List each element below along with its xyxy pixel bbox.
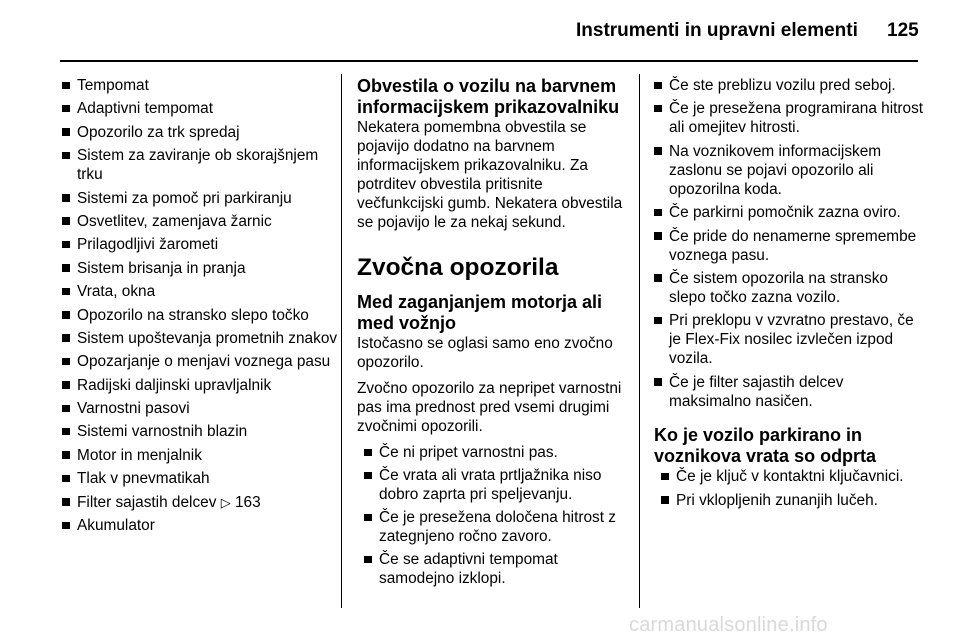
list-item: Adaptivni tempomat — [62, 99, 338, 118]
section-heading: Obvestila o vozilu na barvnem informacijskem prikazovalniku — [357, 76, 620, 117]
list-item: Če je filter sajastih delcev maksimalno nasičen. — [654, 373, 924, 411]
list-item: Vrata, okna — [62, 282, 338, 301]
list-item: Sistemi varnostnih blazin — [62, 422, 338, 441]
column-3 — [654, 76, 924, 514]
paragraph: Istočasno se oglasi samo eno zvočno opozorilo. — [357, 335, 613, 371]
list-item: Če je ključ v kontaktni ključavnici. — [661, 467, 924, 486]
page-reference-icon: ▷ — [220, 494, 231, 510]
header-divider — [60, 60, 918, 62]
list-item: Motor in menjalnik — [62, 446, 338, 465]
list-item: Sistem upoštevanja prometnih znakov — [62, 329, 338, 348]
warning-list — [357, 443, 629, 588]
topic-list — [62, 76, 338, 535]
list-item: Osvetlitev, zamenjava žarnic — [62, 212, 338, 231]
chapter-heading: Zvočna opozorila — [357, 254, 559, 281]
list-item: Če vrata ali vrata prtljažnika niso dobro zaprta pri speljevanju. — [364, 466, 629, 504]
list-item: Če je presežena programirana hitrost ali omejitev hitrosti. — [654, 99, 924, 137]
column-2 — [357, 76, 629, 592]
paragraph: Nekatera pomembna obvestila se pojavijo dodatno na barvnem informacijskem prikazovalniku. Za potrditev obvestila pritisnite večfunkcijski gumb. Nekatera obvestila se pojavijo le za nekaj sekund. — [357, 119, 623, 231]
list-item: Sistem brisanja in pranja — [62, 259, 338, 278]
list-item: Opozarjanje o menjavi voznega pasu — [62, 352, 338, 371]
list-item: Akumulator — [62, 516, 338, 535]
list-item: Prilagodljivi žarometi — [62, 235, 338, 254]
list-item: Opozorilo za trk spredaj — [62, 123, 338, 142]
list-item: Če pride do nenamerne spremembe voznega pasu. — [654, 227, 924, 265]
watermark: carmanualsonline.info — [629, 614, 828, 636]
list-item: Če je presežena določena hitrost z zategnjeno ročno zavoro. — [364, 508, 629, 546]
list-item-filter — [62, 493, 338, 512]
page-title: Instrumenti in upravni elementi — [576, 20, 858, 41]
list-item: Če sistem opozorila na stransko slepo točko zazna vozilo. — [654, 269, 924, 307]
page-number: 125 — [887, 20, 919, 41]
list-item: Pri preklopu v vzvratno prestavo, če je Flex-Fix nosilec izvlečen izpod vozila. — [654, 311, 924, 368]
list-item: Na voznikovem informacijskem zaslonu se pojavi opozorilo ali opozorilna koda. — [654, 142, 924, 199]
column-1 — [62, 76, 338, 539]
page-reference-link[interactable]: 163 — [235, 493, 261, 511]
warning-list — [654, 76, 924, 411]
list-item: Sistemi za pomoč pri parkiranju — [62, 189, 338, 208]
column-divider-2 — [639, 74, 640, 608]
list-item: Pri vklopljenih zunanjih lučeh. — [661, 491, 924, 510]
list-item: Sistem za zaviranje ob skorajšnjem trku — [62, 146, 338, 184]
section-heading: Med zaganjanjem motorja ali med vožnjo — [357, 292, 603, 333]
parked-warning-list — [654, 467, 924, 509]
list-item: Tempomat — [62, 76, 338, 95]
paragraph: Zvočno opozorilo za nepripet varnostni pas ima prednost pred vsemi drugimi zvočnimi opozorili. — [357, 380, 622, 435]
list-item: Tlak v pnevmatikah — [62, 469, 338, 488]
list-item: Če ste preblizu vozilu pred seboj. — [654, 76, 924, 95]
list-item: Če ni pripet varnostni pas. — [364, 443, 629, 462]
list-item: Radijski daljinski upravljalnik — [62, 376, 338, 395]
list-item: Opozorilo na stransko slepo točko — [62, 306, 338, 325]
list-item: Če parkirni pomočnik zazna oviro. — [654, 203, 924, 222]
list-item: Če se adaptivni tempomat samodejno izklopi. — [364, 550, 629, 588]
section-heading: Ko je vozilo parkirano in voznikova vrata so odprta — [654, 425, 877, 467]
list-item-text: Filter sajastih delcev — [77, 493, 217, 511]
column-divider-1 — [341, 74, 342, 608]
list-item: Varnostni pasovi — [62, 399, 338, 418]
